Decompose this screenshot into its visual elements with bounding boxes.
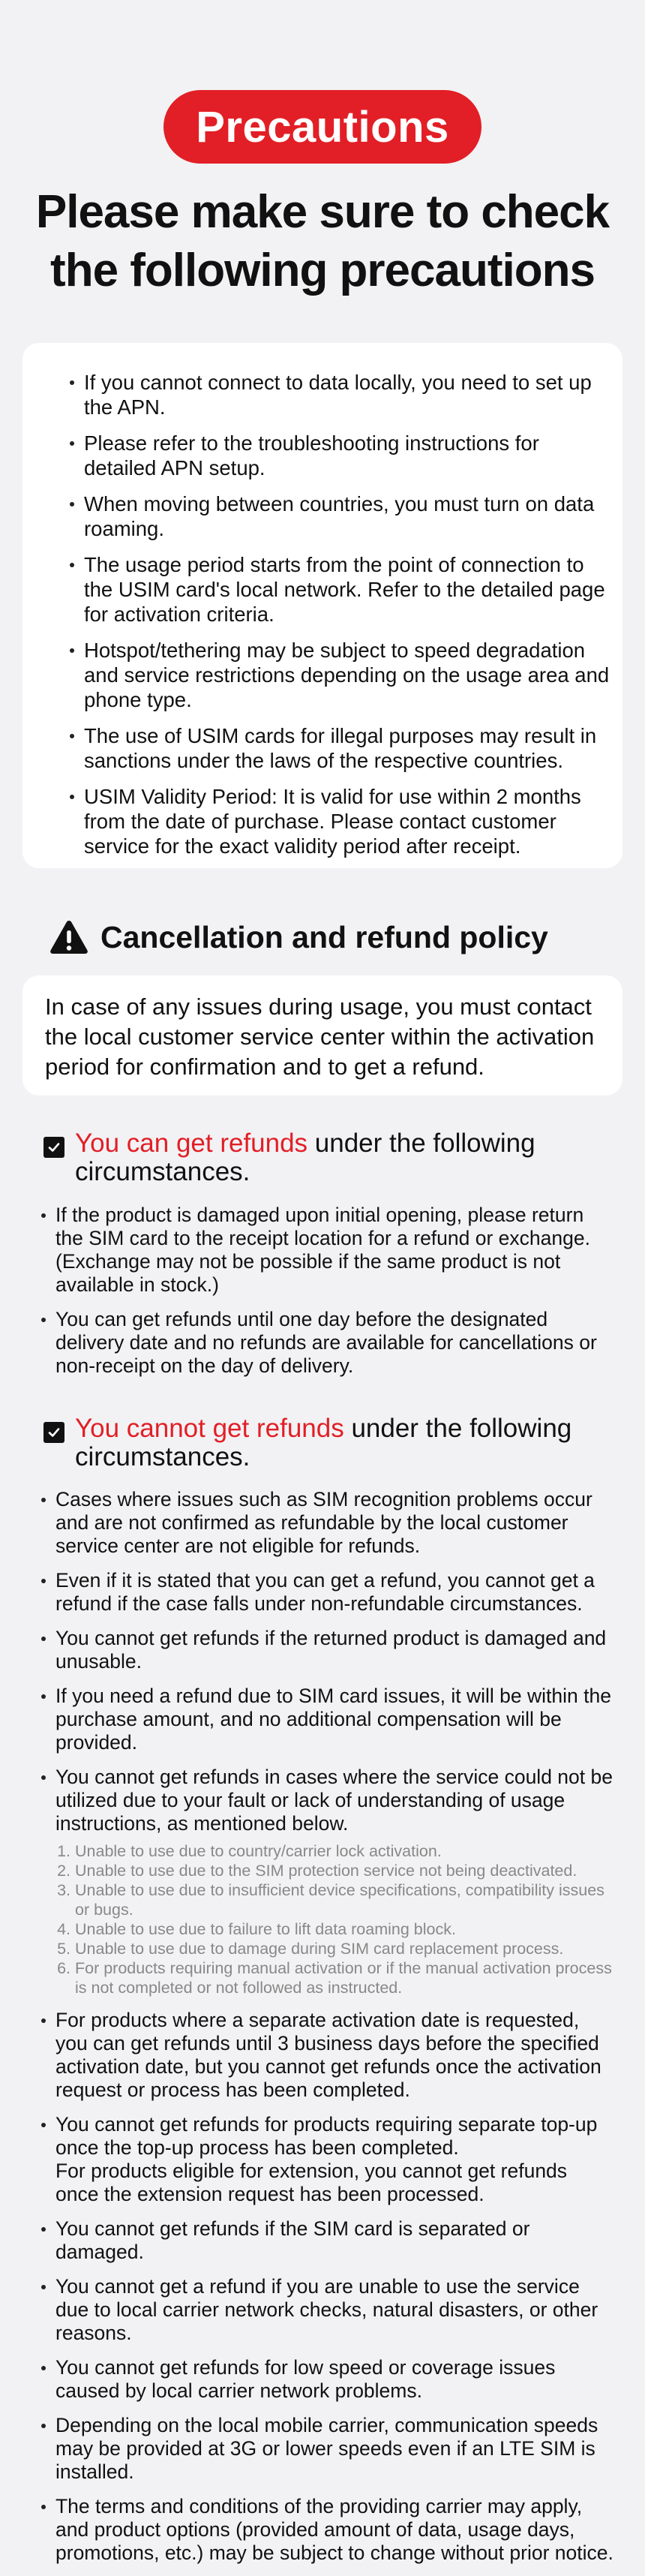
refundable-title-highlight: You can get refunds <box>75 1129 308 1158</box>
list-item: Even if it is stated that you can get a refund, you cannot get a refund if the case falls under non-refundable circumstances. <box>56 1569 614 1616</box>
sub-list-item: 2. Unable to use due to the SIM protection service not being deactivated. <box>75 1861 614 1880</box>
headline-line-1: Please make sure to check <box>35 186 610 238</box>
list-item: Hotspot/tethering may be subject to speed degradation and service restrictions depending on the usage area and phone type. <box>84 638 613 712</box>
list-item: The use of USIM cards for illegal purposes may result in sanctions under the laws of the respective countries. <box>84 723 613 773</box>
nonrefundable-title-rest: under the following circumstances. <box>75 1414 572 1471</box>
notice-text: In case of any issues during usage, you must contact the local customer service center within the activation period for confirmation and to get a refund. <box>45 993 595 1080</box>
list-item: The terms and conditions of the providing carrier may apply, and product options (provided amount of data, usage days, promotions, etc.) may be subject to change without prior notice. <box>56 2495 614 2564</box>
cancellation-title: Cancellation and refund policy <box>100 919 548 954</box>
sub-list-item: 1. Unable to use due to country/carrier lock activation. <box>75 1841 614 1861</box>
checkbox-checked-icon <box>44 1422 64 1443</box>
precautions-badge <box>164 90 482 164</box>
list-item: Cases where issues such as SIM recognition problems occur and are not confirmed as refundable by the local customer service center are not eligible for refunds. <box>56 1488 614 1558</box>
list-item <box>56 2113 614 2206</box>
sub-list-item: 3. Unable to use due to insufficient device specifications, compatibility issues or bugs. <box>75 1880 614 1919</box>
warning-triangle-icon <box>50 919 88 955</box>
list-item-text: You cannot get refunds in cases where the service could not be utilized due to your fault or lack of understanding of usage instructions, as mentioned below. <box>56 1766 613 1835</box>
badge-label: Precautions <box>196 102 449 152</box>
refundable-heading <box>44 1129 614 1186</box>
list-item: When moving between countries, you must turn on data roaming. <box>84 491 613 541</box>
sub-list-item: 6. For products requiring manual activation or if the manual activation process is not completed or not followed as instructed. <box>75 1958 614 1997</box>
sub-list-item: 5. Unable to use due to damage during SIM card replacement process. <box>75 1939 614 1958</box>
list-item: You can get refunds until one day before the designated delivery date and no refunds are available for cancellations or non-receipt on the day of delivery. <box>56 1308 614 1378</box>
list-item: Please refer to the troubleshooting instructions for detailed APN setup. <box>84 431 613 480</box>
usage-fault-sublist <box>56 1841 614 1997</box>
nonrefundable-list <box>56 1488 614 2576</box>
list-item: Depending on the local mobile carrier, communication speeds may be provided at 3G or lower speeds even if an LTE SIM is installed. <box>56 2414 614 2484</box>
nonrefundable-heading <box>44 1414 614 1471</box>
refundable-title-rest: under the following circumstances. <box>75 1129 536 1186</box>
list-item: If you cannot connect to data locally, you need to set up the APN. <box>84 370 613 419</box>
list-item: You cannot get refunds for low speed or coverage issues caused by local carrier network problems. <box>56 2356 614 2403</box>
list-item: The usage period starts from the point of connection to the USIM card's local network. Refer to the detailed page for activation criteria. <box>84 552 613 627</box>
refundable-title <box>75 1129 614 1186</box>
list-item <box>56 1766 614 1997</box>
notice-card <box>22 975 622 1096</box>
list-item: USIM Validity Period: It is valid for use within 2 months from the date of purchase. Please contact customer service for the exact validity period after receipt. <box>84 784 613 858</box>
page-headline <box>0 183 645 300</box>
nonrefundable-title-highlight: You cannot get refunds <box>75 1414 344 1443</box>
precautions-card <box>22 343 622 868</box>
list-item: You cannot get refunds if the SIM card is separated or damaged. <box>56 2217 614 2264</box>
cancellation-heading <box>50 919 548 955</box>
checkbox-checked-icon <box>44 1137 64 1158</box>
sub-list-item: 4. Unable to use due to failure to lift data roaming block. <box>75 1919 614 1939</box>
list-item-text: You cannot get refunds for products requiring separate top-up once the top-up process has been completed. <box>56 2113 598 2159</box>
list-item: If you need a refund due to SIM card issues, it will be within the purchase amount, and no additional compensation will be provided. <box>56 1685 614 1754</box>
list-item: You cannot get refunds if the returned product is damaged and unusable. <box>56 1627 614 1673</box>
list-item-text: For products eligible for extension, you cannot get refunds once the extension request has been processed. <box>56 2160 568 2205</box>
headline-line-2: the following precautions <box>50 245 595 296</box>
list-item: If the product is damaged upon initial opening, please return the SIM card to the receipt location for a refund or exchange. (Exchange may not be possible if the same product is not available in stock.) <box>56 1204 614 1297</box>
refundable-list <box>56 1204 614 1389</box>
nonrefundable-title <box>75 1414 614 1471</box>
list-item: For products where a separate activation date is requested, you can get refunds until 3 business days before the specified activation date, but you cannot get refunds once the activation request or process has been completed. <box>56 2009 614 2102</box>
precautions-list <box>84 370 613 870</box>
list-item: You cannot get a refund if you are unable to use the service due to local carrier network checks, natural disasters, or other reasons. <box>56 2275 614 2345</box>
